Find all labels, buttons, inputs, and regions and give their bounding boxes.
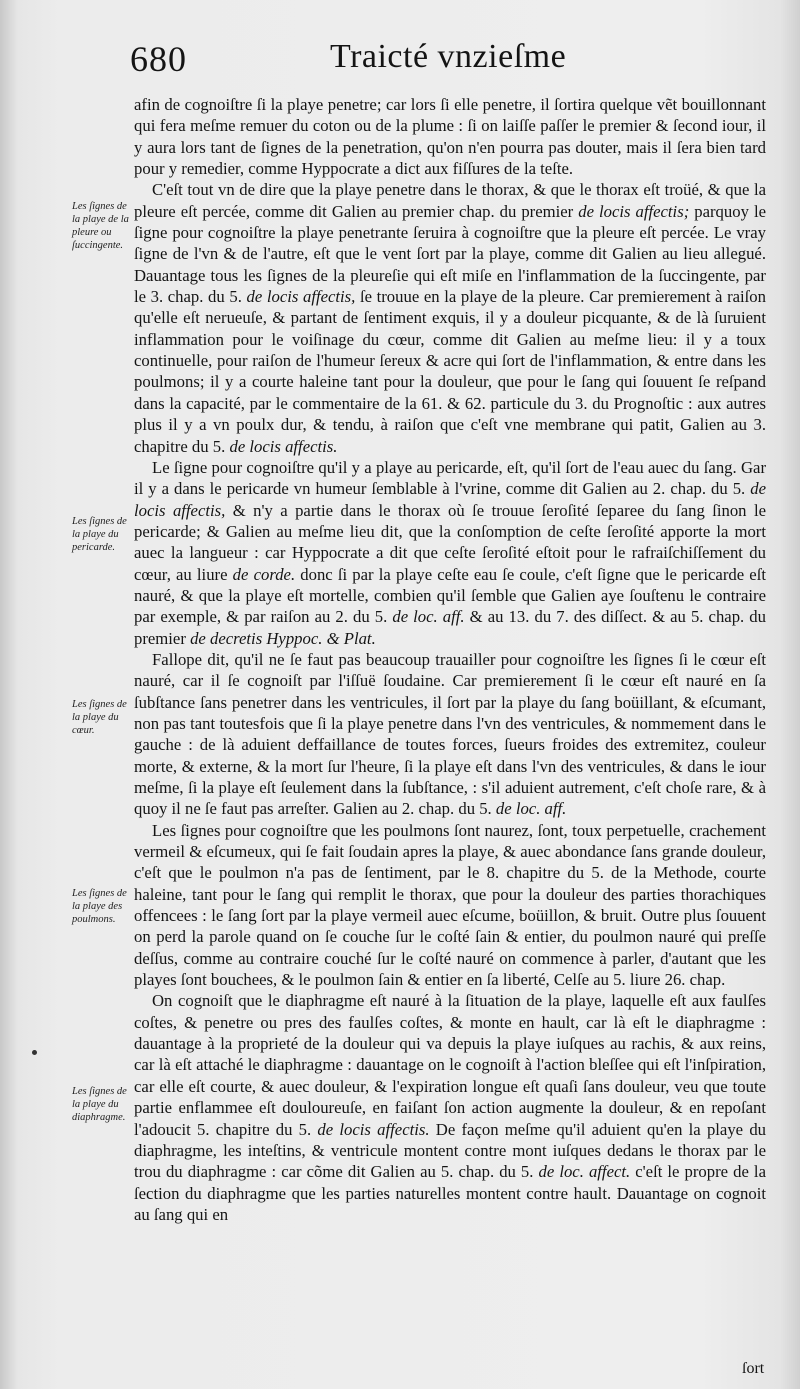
margin-note-pericarde: Les ſignes de la playe du pericarde.: [72, 516, 127, 553]
italic-citation: de locis affectis,: [246, 287, 356, 307]
italic-citation: de decretis Hyppoc. & Plat.: [190, 628, 376, 648]
page-header: [130, 38, 770, 82]
italic-citation: de loc. affect.: [538, 1162, 631, 1182]
page-number: 680: [130, 39, 187, 79]
italic-citation: de locis affectis;: [578, 201, 690, 221]
italic-citation: de locis affectis.: [317, 1119, 430, 1139]
italic-citation: de loc. aff.: [392, 607, 465, 627]
italic-citation: de loc. aff.: [495, 799, 567, 819]
paragraph-pericarde: [134, 457, 766, 649]
text-run: C'eſt tout vn de dire que la playe penetre dans le thorax, & que le thorax eſt troüé, & que la pleure eſt percée, comme dit Galien au premier chap. du premier: [134, 180, 766, 221]
text-run: donc ſi par la playe ceſte eau ſe coule, c'eſt ſigne que le pericarde eſt nauré, & que la playe eſt mortelle, combien qu'il ſemble que Galien aye ſouſtenu le contraire par exemple, & par raiſon au 2. du 5.: [134, 564, 766, 627]
text-run: & n'y a partie dans le thorax où ſe trouue ſeroſité ſeparee du ſang ſinon le pericarde; & Galien au meſme lieu dit, que la conſomption de ceſte ſeroſité apporte la mort auec la langueur : car Hyppocrate a dit que ceſte ſeroſité eſtoit pour le rafraiſchiſſement du cœur, au liure: [134, 500, 766, 584]
italic-citation: de locis affectis.: [229, 436, 338, 456]
margin-note-pleure: Les ſignes de la playe de la pleure ou ſuccingente.: [72, 201, 129, 251]
paragraph-continuation: [134, 94, 766, 179]
text-run: Le ſigne pour cognoiſtre qu'il y a playe au pericarde, eſt, qu'il ſort de l'eau auec du ſang. Gar il y a dans le pericarde vn humeur ſemblable à l'vrine, comme dit Galien au 2. chap. du 5.: [134, 457, 766, 499]
running-title: Traicté vnzieſme: [330, 38, 567, 75]
text-run: c'eſt le propre de la ſection du diaphragme que les parties naturelles montent contre hault. Dauantage on cognoit au ſang qui en: [134, 1162, 766, 1224]
margin-note-coeur: Les ſignes de la playe du cœur.: [72, 699, 127, 736]
text-run: Fallope dit, qu'il ne ſe faut pas beaucoup trauailler pour cognoiſtre les ſignes ſi le cœur eſt nauré, car il ſe cognoiſt par l'iſſuë ſoudaine. Car premierement ſi le cœur eſt nauré en ſa ſubſtance ſans penetrer dans les ventricules, il ſort par la playe du ſang boüillant, & eſcumant, non pas tant toutesfois que ſi la playe penetre dans l'vn des ventricules, & nommement dans le gauche : de là aduient deffaillance de toutes forces, ſueurs froides des extremitez, couleur morte, & externe, & la mort ſur l'heure, ſi la playe eſt dans l'vn des ventricules, & dans le iour meſme, ſi la playe eſt ſeulement dans la ſubſtance, : s'il aduient autrement, c'eſt choſe rare, & à quoy il ne ſe faut pas arreſter. Galien au 2. chap. du 5.: [134, 649, 766, 819]
paragraph-poulmons: [134, 820, 766, 991]
ink-spot: [32, 1050, 37, 1055]
margin-note-poulmons: Les ſignes de la playe des poulmons.: [72, 888, 127, 925]
text-run: De façon meſme qu'il aduient qu'en la playe du diaphragme, les inteſtins, & ventricule montent contre mont iuſques dedans le thorax par le trou du diaphragme : car cõme dit Galien au 5. chap. du 5.: [134, 1119, 767, 1182]
italic-citation: de corde.: [232, 564, 296, 584]
paragraph-coeur: [134, 649, 766, 820]
text-run: afin de cognoiſtre ſi la playe penetre; car lors ſi elle penetre, il ſortira quelque vẽt bouillonnant qui fera meſme remuer du coton ou de la plume : ſi on laiſſe paſſer le premier & ſecond iour, il y aura lors tant de ſignes de la penetration, qu'on n'en pourra pas douter, mais il ſera bien tard pour y remedier, comme Hyppocrate a dict aux fiſſures de la teſte.: [134, 95, 766, 179]
main-text: [134, 94, 766, 1225]
text-run: Les ſignes pour cognoiſtre que les poulmons ſont naurez, ſont, toux perpetuelle, crachement vermeil & eſcumeux, qui ſe fait ſoudain apres la playe, & auec abondance ſans grande douleur, c'eſt que le poulmon n'a pas de ſentiment, par le 8. chapitre du 5. de la Methode, courte haleine, tant pour le ſang qui remplit le thorax, que pour la douleur des parties thorachiques offencees : le ſang ſort par la playe vermeil auec eſcume, boüillon, & bruit. Outre plus ſouuent on perd la parole quand on ſe couche ſur le coſté ſain & entier, du poulmon nauré qui preſſe deſſus, comme au contraire couché ſur le coſté nauré on commence à parler, d'autant que les playes ſont bouchees, & le poulmon ſain & entier en ſa liberté, Celſe au 5. liure 26. chap.: [134, 820, 766, 990]
paragraph-diaphragme: [134, 990, 766, 1225]
paragraph-pleure: [134, 179, 766, 456]
margin-note-diaphragme: Les ſignes de la playe du diaphragme.: [72, 1086, 127, 1123]
text-run: parquoy le ſigne pour cognoiſtre la playe penetrante ſeruira à cognoiſtre que la pleure eſt percée. Le vray ſigne de l'vn & de l'autre, eſt que le vent ſort par la playe, comme dit Galien au lieu allegué. Dauantage tous les ſignes de la pleureſie qui eſt miſe en l'inflammation de la ſuccingente, par le 3. chap. du 5.: [134, 201, 766, 307]
text-run: & au 13. du 7. des diſſect. & au 5. chap. du premier: [134, 607, 766, 648]
italic-citation: de locis affectis,: [134, 479, 766, 520]
text-run: ſe trouue en la playe de la pleure. Car premierement à raiſon qu'elle eſt nerueuſe, & partant de ſentiment exquis, il y a douleur picquante, & de là ſuruient inflammation pour le voiſinage du cœur, comme dit Galien au meſme lieu: il y a toux continuelle, pour raiſon de l'humeur ſereux & acre qui ſort de l'inflammation, & entre dans les poulmons; il y a courte haleine tant pour la douleur, que pour le ſang qui ſouuent ſe reſpand dans la capacité, par le commentaire de la 61. & 62. particule du 3. du Prognoſtic : aux autres plus il y a vn poulx dur, & tendu, à raiſon que c'eſt vne membrane qui patit, Galien au 3. chapitre du 5.: [134, 287, 766, 456]
catchword: ſort: [742, 1360, 765, 1377]
text-run: On cognoiſt que le diaphragme eſt nauré à la ſituation de la playe, laquelle eſt aux faulſes coſtes, & penetre ou pres des faulſes coſtes, & monte en hault, car là eſt le diaphragme : dauantage à la proprieté de la douleur qui va depuis la playe iuſques au rachis, & aux reins, car là eſt attaché le diaphragme : dauantage on le cognoiſt à l'action bleſſee qui eſt l'inſpiration, car elle eſt courte, & auec douleur, & l'expiration longue eſt quaſi ſans douleur, veu que toute partie enflammee eſt douloureuſe, en faiſant ſon action augmente la douleur, & en repoſant l'adoucit 5. chapitre du 5.: [134, 991, 766, 1139]
